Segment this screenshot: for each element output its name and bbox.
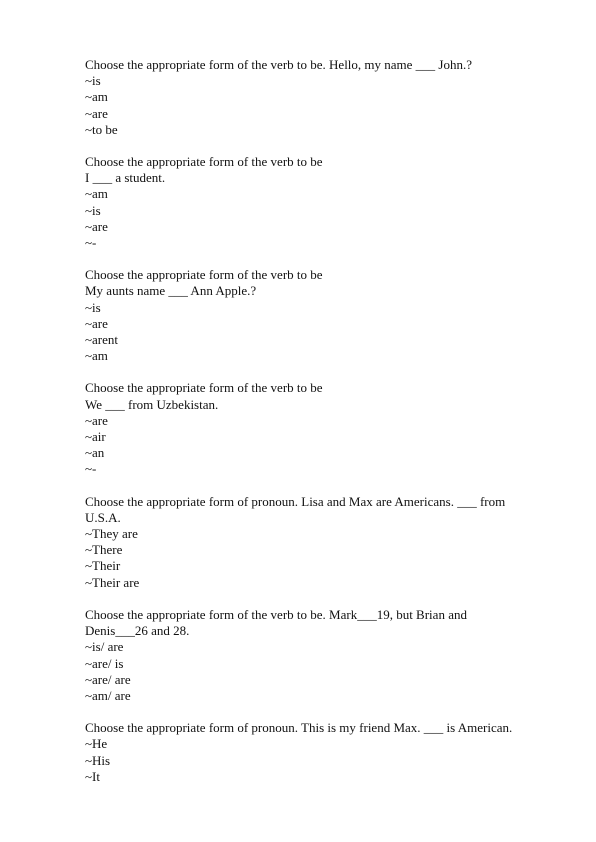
question-3 [85,267,555,364]
document-page [85,57,555,801]
question-prompt: Choose the appropriate form of the verb to be. Hello, my name ___ John.? [85,57,473,72]
answer-option: ~am [85,89,108,105]
answer-option: ~It [85,768,100,784]
question-2 [85,154,555,251]
question-4 [85,380,555,477]
answer-option: ~There [85,542,123,558]
answer-option: ~air [85,429,106,445]
answer-option: ~Their [85,558,121,574]
answer-option: ~am [85,348,108,364]
answer-option: ~is [85,73,101,89]
answer-option: ~Their are [85,574,140,590]
question-7 [85,720,555,785]
question-prompt: Choose the appropriate form of pronoun. Lisa and Max are Americans. ___ from U.S.A. [85,493,506,525]
answer-option: ~are [85,412,108,428]
answer-option: ~are [85,218,108,234]
answer-option: ~am/ are [85,687,131,703]
answer-option: ~is [85,202,101,218]
answer-option: ~- [85,461,97,477]
answer-option: ~an [85,445,105,461]
question-6 [85,607,555,704]
question-prompt: Choose the appropriate form of the verb to be We ___ from Uzbekistan. [85,380,323,412]
answer-option: ~are/ is [85,655,124,671]
question-prompt: Choose the appropriate form of pronoun. This is my friend Max. ___ is American. [85,720,513,736]
answer-option: ~They are [85,526,138,542]
question-5 [85,494,555,591]
answer-option: ~- [85,235,97,251]
answer-option: ~is/ are [85,639,124,655]
question-prompt: Choose the appropriate form of the verb to be I ___ a student. [85,154,323,186]
answer-option: ~arent [85,332,119,348]
answer-option: ~are [85,315,108,331]
question-prompt: Choose the appropriate form of the verb to be My aunts name ___ Ann Apple.? [85,267,323,299]
answer-option: ~He [85,736,108,752]
answer-option: ~is [85,299,101,315]
answer-option: ~are/ are [85,671,131,687]
answer-option: ~are [85,105,108,121]
question-1 [85,57,555,138]
answer-option: ~am [85,186,108,202]
question-prompt: Choose the appropriate form of the verb to be. Mark___19, but Brian and Denis___26 and 28. [85,606,467,639]
answer-option: ~His [85,752,111,768]
answer-option: ~to be [85,121,118,137]
